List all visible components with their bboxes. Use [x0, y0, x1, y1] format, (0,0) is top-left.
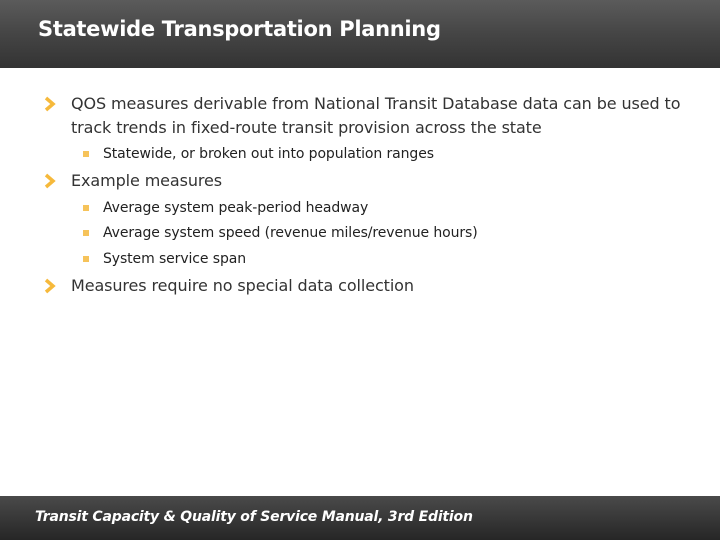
bullet-level1: Example measures: [71, 171, 223, 190]
title-bar: [0, 0, 720, 68]
chevron-right-icon: [42, 278, 58, 294]
footer-bar: [0, 496, 720, 540]
square-bullet-icon: [83, 230, 89, 236]
bullet-level1: Measures require no special data collection: [71, 276, 414, 295]
slide-title: Statewide Transportation Planning: [38, 17, 441, 41]
chevron-right-icon: [42, 173, 58, 189]
footer-text: Transit Capacity & Quality of Service Manual, 3rd Edition: [35, 509, 473, 525]
chevron-right-icon: [42, 96, 58, 112]
bullet-level1: QOS measures derivable from National Transit Database data can be used to track trends in fixed-route transit provision across the state: [71, 94, 681, 137]
bullet-level2: Statewide, or broken out into population ranges: [103, 146, 434, 162]
bullet-level2: System service span: [103, 251, 246, 267]
bullet-level2: Average system speed (revenue miles/revenue hours): [103, 225, 478, 241]
square-bullet-icon: [83, 205, 89, 211]
bullet-level2: Average system peak-period headway: [103, 200, 369, 216]
square-bullet-icon: [83, 256, 89, 262]
square-bullet-icon: [83, 151, 89, 157]
